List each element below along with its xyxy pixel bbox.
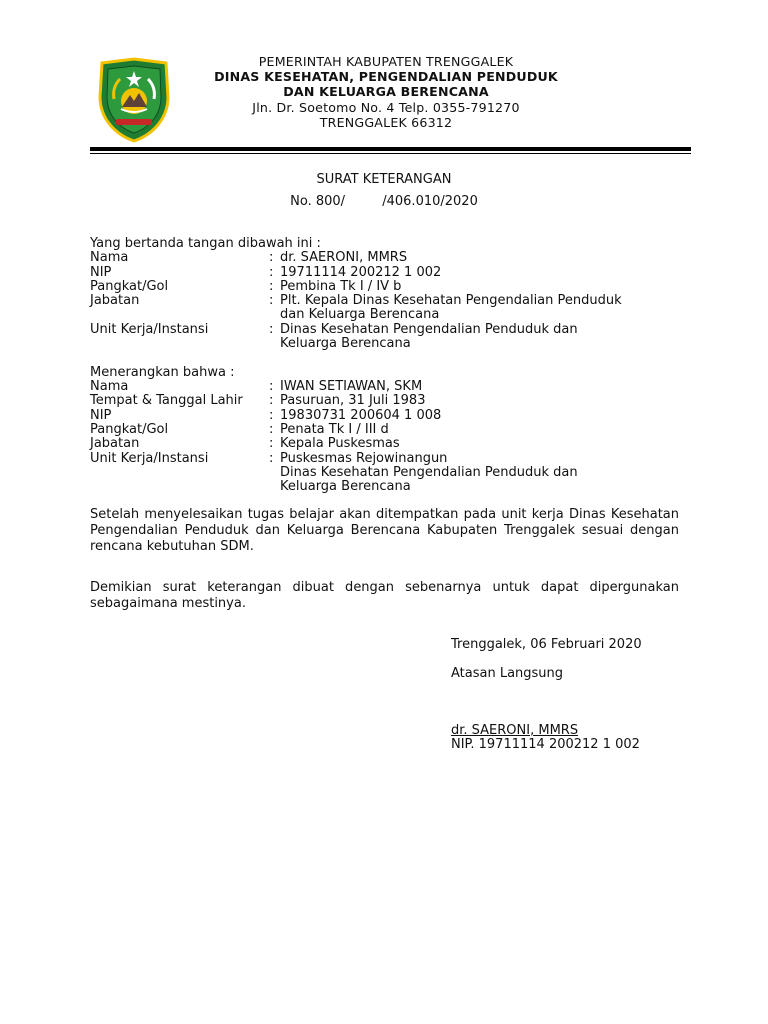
subject-intro: Menerangkan bahwa : (90, 365, 235, 380)
subject-name-value: IWAN SETIAWAN, SKM (280, 379, 423, 394)
body-paragraph-placement: Setelah menyelesaikan tugas belajar akan ditempatkan pada unit kerja Dinas Kesehatan Pengendalian Penduduk dan Keluarga Berencana Kabupaten Trenggalek sesuai dengan rencana kebutuhan SDM. (90, 507, 679, 554)
letterhead-divider-thick (90, 147, 691, 151)
colon: : (269, 451, 274, 466)
government-name: PEMERINTAH KABUPATEN TRENGGALEK (258, 54, 514, 69)
colon: : (269, 393, 274, 408)
body-paragraph-closing: Demikian surat keterangan dibuat dengan sebenarnya untuk dapat dipergunakan sebagaimana mestinya. (90, 580, 679, 611)
subject-unit-value: Puskesmas Rejowinangun (280, 451, 448, 466)
subject-unit-value-continued-2: Keluarga Berencana (280, 479, 411, 494)
subject-position-label: Jabatan (90, 436, 140, 451)
subject-nip-value: 19830731 200604 1 008 (280, 408, 442, 423)
signer-name-label: Nama (90, 250, 129, 265)
signer-nip-value: 19711114 200212 1 002 (280, 265, 442, 280)
signature-role: Atasan Langsung (451, 666, 564, 681)
colon: : (269, 379, 274, 394)
document-number: No. 800/ /406.010/2020 (290, 194, 478, 209)
subject-name-label: Nama (90, 379, 129, 394)
letterhead (180, 54, 592, 130)
signer-unit-value-continued: Keluarga Berencana (280, 336, 411, 351)
signer-unit-label: Unit Kerja/Instansi (90, 322, 209, 337)
signer-name-value: dr. SAERONI, MMRS (280, 250, 408, 265)
signer-position-value: Plt. Kepala Dinas Kesehatan Pengendalian Penduduk (280, 293, 622, 308)
letterhead-divider-thin (90, 153, 691, 154)
subject-rank-value: Penata Tk I / III d (280, 422, 389, 437)
signer-nip-label: NIP (90, 265, 112, 280)
signer-position-value-continued: dan Keluarga Berencana (280, 307, 440, 322)
signer-position-label: Jabatan (90, 293, 140, 308)
colon: : (269, 265, 274, 280)
regency-emblem-icon (94, 57, 174, 143)
subject-birth-value: Pasuruan, 31 Juli 1983 (280, 393, 426, 408)
colon: : (269, 436, 274, 451)
document-title: SURAT KETERANGAN (316, 172, 452, 187)
colon: : (269, 408, 274, 423)
colon: : (269, 250, 274, 265)
signature-nip: NIP. 19711114 200212 1 002 (451, 737, 640, 752)
subject-nip-label: NIP (90, 408, 112, 423)
subject-position-value: Kepala Puskesmas (280, 436, 400, 451)
agency-name: DINAS KESEHATAN, PENGENDALIAN PENDUDUK (214, 69, 558, 85)
colon: : (269, 279, 274, 294)
signature-place-date: Trenggalek, 06 Februari 2020 (451, 637, 642, 652)
agency-city: TRENGGALEK 66312 (319, 114, 453, 130)
subject-rank-label: Pangkat/Gol (90, 422, 169, 437)
agency-address: Jln. Dr. Soetomo No. 4 Telp. 0355-791270 (252, 99, 520, 115)
subject-unit-label: Unit Kerja/Instansi (90, 451, 209, 466)
agency-name-continued: DAN KELUARGA BERENCANA (283, 84, 489, 100)
signature-name: dr. SAERONI, MMRS (451, 723, 579, 738)
subject-birth-label: Tempat & Tanggal Lahir (90, 393, 243, 408)
colon: : (269, 322, 274, 337)
colon: : (269, 422, 274, 437)
signer-unit-value: Dinas Kesehatan Pengendalian Penduduk dan (280, 322, 578, 337)
subject-unit-value-continued: Dinas Kesehatan Pengendalian Penduduk dan (280, 465, 578, 480)
colon: : (269, 293, 274, 308)
signer-rank-value: Pembina Tk I / IV b (280, 279, 402, 294)
signer-intro: Yang bertanda tangan dibawah ini : (90, 236, 321, 251)
signer-rank-label: Pangkat/Gol (90, 279, 169, 294)
